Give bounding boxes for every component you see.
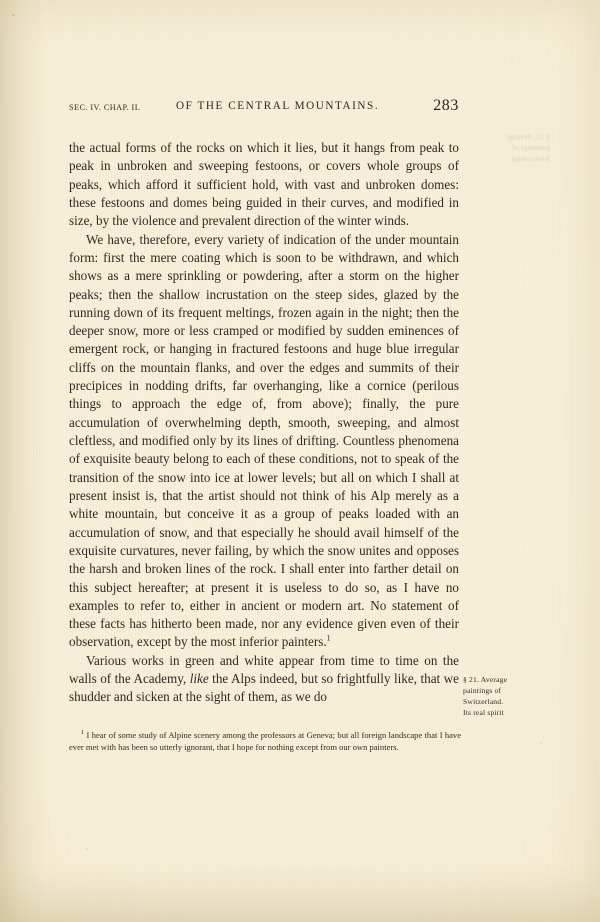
paper-speck (36, 452, 38, 454)
marginal-note (463, 674, 549, 718)
footnote-paragraph (69, 729, 461, 754)
paragraph-3-part-b: the Alps indeed, but so frightfully like, that we shudder and sicken at the sight of them, as we do (69, 671, 459, 705)
footnote (69, 729, 461, 754)
body-text (69, 139, 459, 707)
marginal-note-line-3: Switzerland. (463, 697, 504, 707)
paragraph-continuation: the actual forms of the rocks on which it lies, but it hangs from peak to peak in unbroken and sweeping festoons, or covers whole groups of peaks, which afford it sufficient hold, with vast and unbroken domes: these festoons and domes being guided in their curves, and modified in size, by the violence and prevalent direction of the winter winds. (69, 140, 459, 229)
footnote-reference-marker: 1 (326, 634, 331, 644)
bottom-edge-shadow (0, 862, 600, 922)
paper-speck (540, 742, 542, 745)
marginal-note-line-1: § 21. Average (463, 675, 508, 684)
marginal-note-line-2: paintings of (463, 686, 502, 696)
ghost-line-3: Switzerland. (509, 154, 550, 164)
running-head-section: SEC. IV. CHAP. II. (69, 103, 141, 112)
paragraph-3-part-a: Various works in green and white appear from time to time on the walls of the Academy, (69, 652, 459, 687)
paper-speck (86, 848, 88, 850)
page-number: 283 (433, 97, 459, 114)
paragraph-under-mountain-form (69, 231, 459, 652)
text-block (69, 97, 459, 707)
paper-speck (12, 14, 15, 16)
paragraph-2-text: We have, therefore, every variety of indication of the under mountain form: first the mere coating which is soon to be withdrawn, and which shows as a mere sprinkling or powdering, after a storm on the higher peaks; then the shallow incrustation on the steep sides, glazed by the running down of its frequent meltings, frozen again in the night; then the deeper snow, more or less cramped or modified by sudden eminences of emergent rock, or hanging in fractured festoons and huge blue irregular cliffs on the mountain flanks, and over the edges and summits of their precipices in nodding drifts, far overhanging, like a cornice (perilous things to approach the edge of, from above); finally, the pure accumulation of overwhelming depth, smooth, sweeping, and almost cleftless, and modified only by its lines of drifting. Countless phenomena of exquisite beauty belong to each of these conditions, not to speak of the transition of the snow into ice at lower levels; but all on which I shall at present insist is, that the artist should not think of his Alp merely as a white mountain, but conceive it as a group of peaks loaded with an accumulation of snow, and that especially he should avail himself of the exquisite curvatures, never failing, by which the snow unites and opposes the harsh and broken lines of the rock. I shall enter into farther detail on this subject hereafter; at present it is useless to do so, as I have no examples to refer to, either in ancient or modern art. No statement of these facts has hitherto been made, nor any evidence given even of their observation, except by the most inferior painters. (69, 231, 459, 650)
footnote-text: I hear of some study of Alpine scenery among the professors at Geneva; but all foreign landscape that I have ever met with has been so utterly ignorant, that I hope for nothing except from our own painters. (69, 730, 461, 753)
running-head-title: OF THE CENTRAL MOUNTAINS. (176, 100, 380, 112)
running-head (69, 97, 459, 122)
paper-speck (511, 57, 513, 59)
footnote-marker: 1 (81, 729, 85, 737)
ghost-line-1: § 21. Average (505, 132, 550, 141)
paragraph-3-emphasis: like (189, 671, 209, 687)
bleed-through-ghost-text (466, 131, 550, 164)
marginal-note-line-4: Its real spirit (463, 708, 505, 718)
paragraph-academy-works (69, 652, 459, 707)
ghost-line-2: paintings of (511, 143, 550, 153)
gutter-shadow (0, 0, 46, 922)
